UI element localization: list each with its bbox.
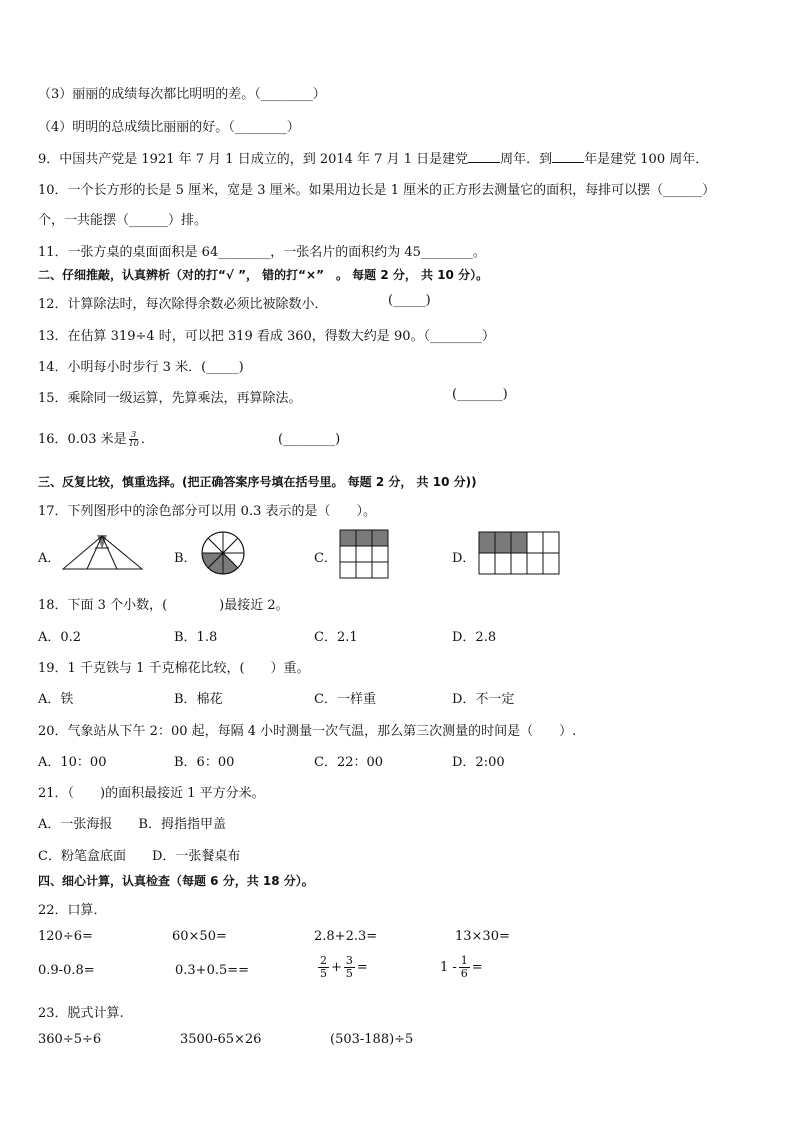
denominator: 6 xyxy=(460,967,468,980)
q16-answer-paren: (________) xyxy=(278,432,341,447)
oral-calc-4: 13×30= xyxy=(455,929,510,944)
step-calc-1: 360÷5÷6 xyxy=(38,1032,102,1047)
q16-denominator: 10 xyxy=(128,439,139,448)
q9-text-c: 年是建党 100 周年． xyxy=(584,152,709,167)
q18-option-b: B．1.8 xyxy=(174,630,218,645)
question-17: 17．下列图形中的涂色部分可以用 0.3 表示的是（ ）。 xyxy=(38,504,376,519)
section-2-heading: 二、仔细推敲，认真辨析（对的打“√ ”， 错的打“×” 。 每题 2 分， 共 10 分）。 xyxy=(38,268,489,282)
q19-option-a: A．铁 xyxy=(38,692,74,707)
oral-calc-5: 0.9-0.8= xyxy=(38,963,95,978)
q16-numerator: 3 xyxy=(131,430,137,439)
q20-option-d: D．2:00 xyxy=(452,755,505,770)
oral-calc-6: 0.3+0.5== xyxy=(175,963,250,978)
question-10-line2: 个，一共能摆（______）排。 xyxy=(38,213,208,228)
q21-options-line1: A．一张海报 B．拇指指甲盖 xyxy=(38,817,226,832)
question-23: 23．脱式计算. xyxy=(38,1006,124,1021)
one-minus: 1 - xyxy=(440,960,457,975)
q18-option-d: D．2.8 xyxy=(452,630,497,645)
section-4-heading: 四、细心计算，认真检查（每题 6 分，共 18 分）。 xyxy=(38,874,314,888)
line-q-4: （4）明明的总成绩比丽丽的好。（________） xyxy=(38,120,300,135)
question-11: 11．一张方桌的桌面面积是 64________，一张名片的面积约为 45________。 xyxy=(38,245,486,260)
q19-option-d: D．不一定 xyxy=(452,692,515,707)
fraction-3-5 xyxy=(344,955,355,980)
q9-blank-1[interactable] xyxy=(468,150,500,163)
plus-sign: + xyxy=(331,960,342,975)
q9-blank-2[interactable] xyxy=(552,150,584,163)
q17-option-b-label: B． xyxy=(174,551,197,566)
q17-option-c-label: C． xyxy=(314,551,337,566)
oral-calc-1: 120÷6= xyxy=(38,929,93,944)
q18-option-c: C．2.1 xyxy=(314,630,358,645)
grid-figure-c xyxy=(339,529,389,579)
q9-text-b: 周年．到 xyxy=(500,152,553,167)
circle-figure xyxy=(200,530,248,576)
oral-calc-7 xyxy=(316,955,368,980)
q21-options-line2: C．粉笔盒底面 D．一张餐桌布 xyxy=(38,849,241,864)
numerator: 2 xyxy=(320,954,327,967)
q17-option-d-label: D． xyxy=(452,551,476,566)
question-16 xyxy=(38,428,154,448)
question-14: 14．小明每小时步行 3 米．(_____) xyxy=(38,360,244,375)
numerator: 3 xyxy=(345,954,353,967)
question-12: 12．计算除法时，每次除得余数必须比被除数小． xyxy=(38,297,328,312)
q19-option-b: B．棉花 xyxy=(174,692,223,707)
question-9 xyxy=(38,148,708,167)
denominator: 5 xyxy=(320,967,327,980)
q18-option-a: A．0.2 xyxy=(38,630,82,645)
q20-option-b: B．6：00 xyxy=(174,755,235,770)
oral-calc-8 xyxy=(440,955,483,980)
q19-option-c: C．一样重 xyxy=(314,692,376,707)
question-15: 15．乘除同一级运算，先算乘法，再算除法。 xyxy=(38,391,302,406)
line-q-3: （3）丽丽的成绩每次都比明明的差。（________） xyxy=(38,87,326,102)
q16-period: ． xyxy=(140,432,154,447)
q17-option-a-label: A． xyxy=(38,551,61,566)
grid-figure-d xyxy=(478,531,560,576)
fraction-2-5 xyxy=(318,955,329,980)
question-18: 18．下面 3 个小数，( )最接近 2。 xyxy=(38,598,289,613)
numerator: 1 xyxy=(460,954,468,967)
fraction-1-6 xyxy=(459,955,470,980)
q20-option-a: A．10：00 xyxy=(38,755,107,770)
denominator: 5 xyxy=(345,967,353,980)
q9-text-a: 9．中国共产党是 1921 年 7 月 1 日成立的，到 2014 年 7 月 1 日是建党 xyxy=(38,152,469,167)
q16-text: 16．0.03 米是 xyxy=(38,432,127,447)
q20-option-c: C．22：00 xyxy=(314,755,384,770)
question-19: 19．1 千克铁与 1 千克棉花比较，( ）重。 xyxy=(38,661,310,676)
equals-sign: = xyxy=(471,960,483,975)
step-calc-2: 3500-65×26 xyxy=(180,1032,262,1047)
question-20: 20．气象站从下午 2：00 起，每隔 4 小时测量一次气温，那么第三次测量的时间是（ ）. xyxy=(38,724,577,739)
triangle-figure xyxy=(62,535,144,571)
question-10-line1: 10．一个长方形的长是 5 厘米，宽是 3 厘米。如果用边长是 1 厘米的正方形去测量它的面积，每排可以摆（______） xyxy=(38,183,716,198)
step-calc-3: (503-188)÷5 xyxy=(330,1032,414,1047)
oral-calc-3: 2.8+2.3= xyxy=(314,929,378,944)
section-3-heading: 三、反复比较，慎重选择。(把正确答案序号填在括号里。 每题 2 分， 共 10 分)) xyxy=(38,475,477,489)
q15-answer-paren: (_______) xyxy=(452,387,508,402)
equals-sign: = xyxy=(356,960,368,975)
question-21: 21．（ )的面积最接近 1 平方分米。 xyxy=(38,786,265,801)
question-22: 22．口算． xyxy=(38,903,107,918)
question-13: 13．在估算 319÷4 时，可以把 319 看成 360，得数大约是 90。（________） xyxy=(38,329,495,344)
q12-answer-paren: (_____) xyxy=(388,293,431,308)
q16-fraction xyxy=(129,431,139,448)
oral-calc-2: 60×50= xyxy=(172,929,227,944)
